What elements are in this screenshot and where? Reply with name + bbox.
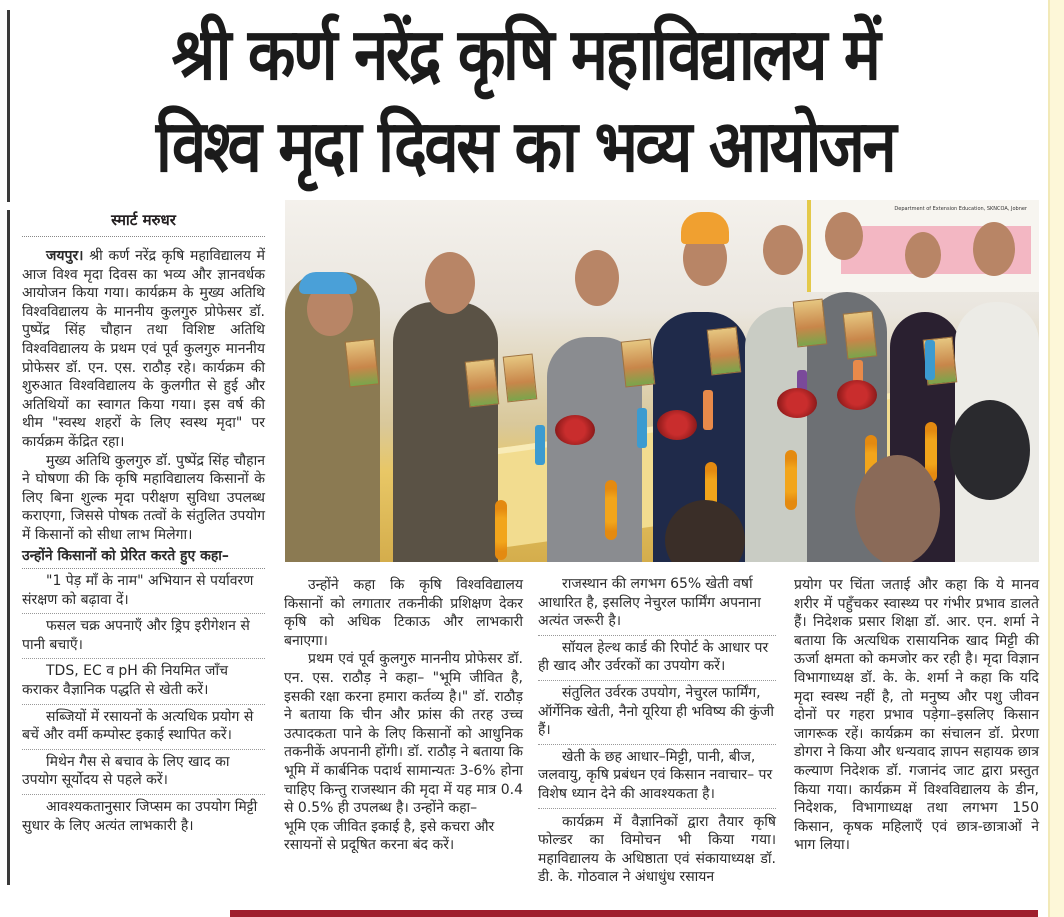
list-item: फसल चक्र अपनाएँ और ड्रिप इरीगेशन से पानी बचाएँ। bbox=[22, 614, 265, 659]
bouquet bbox=[777, 388, 817, 418]
bullet-list bbox=[538, 572, 776, 809]
paragraph: प्रथम एवं पूर्व कुलगुरु माननीय प्रोफेसर डॉ. एन. एस. राठौड़ ने कहा– "भूमि जीवित है, इसकी रक्षा करना हमारा कर्तव्य है।" डॉ. राठौड़ ने बताया कि चीन और फ्रांस की तरह उच्च उत्पादकता पाने के लिए किसानों को आधुनिक तकनीकें अपनानी होंगी। डॉ. राठौड़ ने बताया कि भूमि में कार्बनिक पदार्थ सामान्यतः 3-6% होना चाहिए किन्तु राजस्थान की मृदा में यह मात्र 0.4 से 0.5% ही उपलब्ध है। उन्होंने कहा– bbox=[284, 651, 524, 817]
list-item: मिथेन गैस से बचाव के लिए खाद का उपयोग सूर्योदय से पहले करें। bbox=[22, 750, 265, 795]
water-bottle bbox=[637, 408, 647, 448]
dateline: जयपुर। bbox=[46, 248, 84, 264]
banner-text: Department of Extension Education, SKNCOA, Jobner bbox=[894, 206, 1027, 212]
article-column-2 bbox=[284, 576, 523, 855]
bouquet bbox=[555, 415, 595, 445]
folder-booklet bbox=[465, 359, 500, 408]
bottom-rule bbox=[230, 910, 1038, 917]
audience-head bbox=[855, 455, 940, 562]
headline-line-1: श्री कर्ण नरेंद्र कृषि महाविद्यालय में bbox=[171, 12, 879, 96]
lead-paragraph: जयपुर। श्री कर्ण नरेंद्र कृषि महाविद्यालय में आज विश्व मृदा दिवस का भव्य और ज्ञानवर्धक आयोजन किया गया। कार्यक्रम के मुख्य अतिथि विश्वविद्यालय के माननीय कुलगुरु प्रोफेसर डॉ. पुष्पेंद्र सिंह चौहान तथा विशिष्ट अतिथि विश्वविद्यालय के प्रथम एवं पूर्व कुलगुरु माननीय प्रोफेसर डॉ. एन. एस. राठौड़ रहे। कार्यक्रम की शुरुआत विश्वविद्यालय के कुलगीत से हुई और अतिथियों का स्वागत किया गया। इस वर्ष की थीम "स्वस्थ शहरों के लिए स्वस्थ मृदा" पर कार्यक्रम केंद्रित रहा। bbox=[22, 248, 265, 450]
list-item: सब्जियों में रसायनों के अत्यधिक प्रयोग से बचें और वर्मी कम्पोस्ट इकाई स्थापित करें। bbox=[22, 705, 265, 750]
byline: स्मार्ट मरुधर bbox=[22, 210, 265, 237]
person-head bbox=[973, 222, 1015, 276]
list-item: राजस्थान की लगभग 65% खेती वर्षा आधारित है, इसलिए नेचुरल फार्मिंग अपनाना अत्यंत जरूरी है। bbox=[538, 572, 776, 636]
quote: भूमि एक जीवित इकाई है, इसे कचरा और रसायनों से प्रदूषित करना बंद करें। bbox=[284, 818, 495, 854]
adjacent-page-strip bbox=[1048, 0, 1064, 917]
folder-booklet bbox=[503, 354, 538, 403]
marigold-garland bbox=[605, 480, 617, 540]
bouquet bbox=[837, 380, 877, 410]
marigold-garland bbox=[495, 500, 507, 560]
subheading: उन्होंने किसानों को प्रेरित करते हुए कहा– bbox=[22, 547, 265, 570]
paragraph: प्रयोग पर चिंता जताई और कहा कि ये मानव शरीर में पहुँचकर स्वास्थ्य पर गंभीर प्रभाव डालते हैं। निदेशक प्रसार शिक्षा डॉ. आर. एन. शर्मा ने बताया कि अत्यधिक रासायनिक खाद मिट्टी की ऊर्जा क्षमता को कमजोर कर रही है। मृदा विज्ञान विभागाध्यक्ष डॉ. के. के. शर्मा ने कहा कि यदि मृदा स्वस्थ नहीं है, तो मनुष्य और पशु जीवन दोनों पर गहरा प्रभाव पड़ेगा–इसलिए किसान जागरूक रहें। कार्यक्रम का संचालन डॉ. प्रेरणा डोगरा ने किया और धन्यवाद ज्ञापन सहायक छात्र कल्याण निदेशक डॉ. गजानंद जाट द्वारा प्रस्तुत किया गया। कार्यक्रम में विश्वविद्यालय के डीन, निदेशक, विभागाध्यक्ष तथा लगभग 150 किसान, कृषक महिलाएँ एवं छात्र-छात्राओं ने भाग लिया। bbox=[794, 577, 1039, 854]
list-item: "1 पेड़ माँ के नाम" अभियान से पर्यावरण संरक्षण को बढ़ावा दें। bbox=[22, 569, 265, 614]
event-photo bbox=[285, 200, 1039, 562]
article-column-4 bbox=[794, 576, 1039, 855]
folder-booklet bbox=[793, 299, 828, 348]
list-item: खेती के छह आधार–मिट्टी, पानी, बीज, जलवायु, कृषि प्रबंधन एवं किसान नवाचार– पर विशेष ध्यान देने की आवश्यकता है। bbox=[538, 748, 773, 802]
marigold-garland bbox=[785, 450, 797, 510]
headline bbox=[91, 8, 960, 192]
turban-icon bbox=[681, 212, 729, 244]
headline-line-2: विश्व मृदा दिवस का भव्य आयोजन bbox=[155, 104, 895, 188]
audience-head bbox=[950, 400, 1030, 500]
water-bottle bbox=[703, 390, 713, 430]
person-head bbox=[825, 212, 863, 260]
cap-icon bbox=[299, 272, 357, 294]
person-head bbox=[425, 252, 475, 314]
folder-booklet bbox=[345, 339, 380, 388]
list-item: आवश्यकतानुसार जिप्सम का उपयोग मिट्टी सुधार के लिए अत्यंत लाभकारी है। bbox=[22, 799, 258, 834]
person-head bbox=[905, 232, 941, 278]
paragraph: उन्होंने कहा कि कृषि विश्वविद्यालय किसानों को लगातार तकनीकी प्रशिक्षण देकर कृषि को अधिक टिकाऊ और लाभकारी बनाएगा। bbox=[284, 577, 523, 649]
folder-booklet bbox=[843, 311, 878, 360]
folder-booklet bbox=[621, 339, 656, 388]
person-figure bbox=[393, 302, 498, 562]
list-item: संतुलित उर्वरक उपयोग, नेचुरल फार्मिंग, ऑर्गेनिक खेती, नैनो यूरिया ही भविष्य की कुंजी हैं। bbox=[538, 681, 776, 745]
left-column-rule bbox=[2, 10, 10, 202]
bullet-list bbox=[22, 569, 265, 839]
water-bottle bbox=[535, 425, 545, 465]
list-item: TDS, EC व pH की नियमित जाँच कराकर वैज्ञानिक पद्धति से खेती करें। bbox=[22, 659, 265, 704]
folder-booklet bbox=[707, 327, 742, 376]
paragraph: कार्यक्रम में वैज्ञानिकों द्वारा तैयार कृषि फोल्डर का विमोचन भी किया गया। महाविद्यालय के अधिष्ठाता एवं संकायाध्यक्ष डॉ. डी. के. गोठवाल ने अंधाधुंध रसायन bbox=[538, 813, 776, 886]
article-column-1 bbox=[22, 247, 265, 839]
person-head bbox=[763, 225, 803, 275]
water-bottle bbox=[925, 340, 935, 380]
article-column-3 bbox=[538, 572, 776, 887]
person-head bbox=[575, 250, 619, 306]
bouquet bbox=[657, 410, 697, 440]
paragraph: मुख्य अतिथि कुलगुरु डॉ. पुष्पेंद्र सिंह चौहान ने घोषणा की कि कृषि महाविद्यालय किसानों के लिए बिना शुल्क मृदा परीक्षण सुविधा उपलब्ध कराएगा, जिससे पोषक तत्वों के संतुलित उपयोग में किसानों को सीधा लाभ मिलेगा। bbox=[22, 452, 265, 543]
left-column-rule bbox=[2, 210, 10, 885]
list-item: सॉयल हेल्थ कार्ड की रिपोर्ट के आधार पर ही खाद और उर्वरकों का उपयोग करें। bbox=[538, 636, 776, 681]
